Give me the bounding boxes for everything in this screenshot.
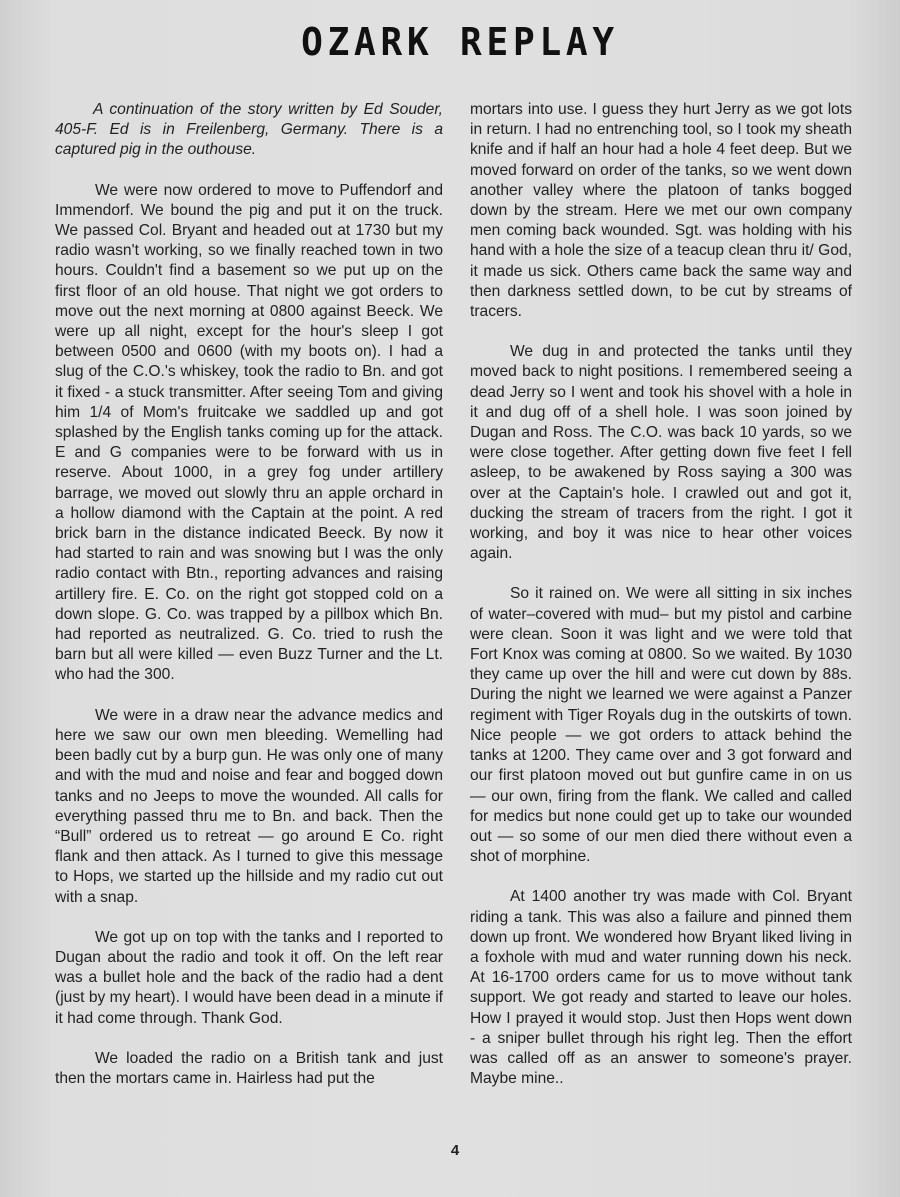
body-paragraph: At 1400 another try was made with Col. Bryant riding a tank. This was also a failure and pinned them down up front. We wondered how Bryant liked living in a foxhole with mud and water running down his neck. At 16-1700 orders came for us to move without tank support. We got ready and started to leave our holes. How I prayed it would stop. Just then Hops went down - a sniper bullet through his right leg. Then the effort was called off as an answer to someone's prayer. Maybe mine.. xyxy=(470,888,852,1088)
body-paragraph: We loaded the radio on a British tank and just then the mortars came in. Hairless had put the xyxy=(55,1049,443,1087)
left-column xyxy=(55,100,443,1089)
page-number: 4 xyxy=(450,1142,460,1159)
body-paragraph: So it rained on. We were all sitting in six inches of water–covered with mud– but my pistol and carbine were clean. Soon it was light and we were told that Fort Knox was coming at 0800. So we waited. By 1030 they came up over the hill and were cut down by 88s. During the night we learned we were against a Panzer regiment with Tiger Royals dug in the outskirts of town. Nice people — we got orders to attack behind the tanks at 1200. They came over and 3 got forward and our first platoon moved out but gunfire came in on us — our own, firing from the flank. We called and called for medics but none could get up to take our wounded out — so some of our men died there without even a shot of morphine. xyxy=(470,585,852,866)
page-title: OZARK REPLAY xyxy=(301,20,619,64)
body-paragraph: We were in a draw near the advance medics and here we saw our own men bleeding. Wemelling had been badly cut by a burp gun. He was only one of many and with the mud and noise and fear and bogged down tanks and no Jeeps to move the wounded. All calls for everything passed thru me to Bn. and back. Then the “Bull” ordered us to retreat — go around E Co. right flank and then attack. As I turned to give this message to Hops, we started up the hillside and my radio cut out with a snap. xyxy=(55,706,443,906)
body-paragraph: We dug in and protected the tanks until they moved back to night positions. I remembered seeing a dead Jerry so I went and took his shovel with a hole in it and dug off of a shell hole. I was soon joined by Dugan and Ross. The C.O. was back 10 yards, so we were close together. After getting down five feet I fell asleep, to be awakened by Ross saying a 300 was over at the Captain's hole. I crawled out and got it, ducking the stream of tracers from the right. I got it working, and boy it was nice to hear other voices again. xyxy=(470,343,852,563)
body-paragraph: mortars into use. I guess they hurt Jerry as we got lots in return. I had no entrenching tool, so I took my sheath knife and if half an hour had a hole 4 feet deep. But we moved forward on order of the tanks, so we went down another valley where the platoon of tanks bogged down by the stream. Here we met our own company men coming back wounded. Sgt. was holding with his hand with a hole the size of a teacup clean thru it/ God, it made us sick. Others came back the same way and then darkness settled down, to be cut by streams of tracers. xyxy=(470,101,852,321)
intro-paragraph: A continuation of the story written by Ed Souder, 405-F. Ed is in Freilenberg, Germany. There is a captured pig in the outhouse. xyxy=(55,101,443,159)
right-column xyxy=(470,100,852,1089)
body-paragraph: We were now ordered to move to Puffendorf and Immendorf. We bound the pig and put it on the truck. We passed Col. Bryant and headed out at 1730 but my radio wasn't working, so we finally reached town in two hours. Couldn't find a basement so we put up on the first floor of an old house. That night we got orders to move out the next morning at 0800 against Beeck. We were up all night, except for the hour's sleep I got between 0500 and 0600 (with my boots on). I had a slug of the C.O.'s whiskey, took the radio to Bn. and got it fixed - a stuck transmitter. After seeing Tom and giving him 1/4 of Mom's fruitcake we saddled up and got splashed by the English tanks coming up for the attack. E and G companies were to be forward with us in reserve. About 1000, in a grey fog under artillery barrage, we moved out slowly thru an apple orchard in a hollow diamond with the Captain at the point. A red brick barn in the distance indicated Beeck. By now it had started to rain and was snowing but I was the only radio contact with Btn., reporting advances and raising artillery fire. E. Co. on the right got stopped cold on a down slope. G. Co. was trapped by a pillbox which Bn. had reported as neutralized. G. Co. tried to rush the barn but all were killed — even Buzz Turner and the Lt. who had the 300. xyxy=(55,181,443,684)
body-paragraph: We got up on top with the tanks and I reported to Dugan about the radio and took it off. On the left rear was a bullet hole and the back of the radio had a dent (just by my heart). I would have been dead in a minute if it had come through. Thank God. xyxy=(55,928,443,1027)
